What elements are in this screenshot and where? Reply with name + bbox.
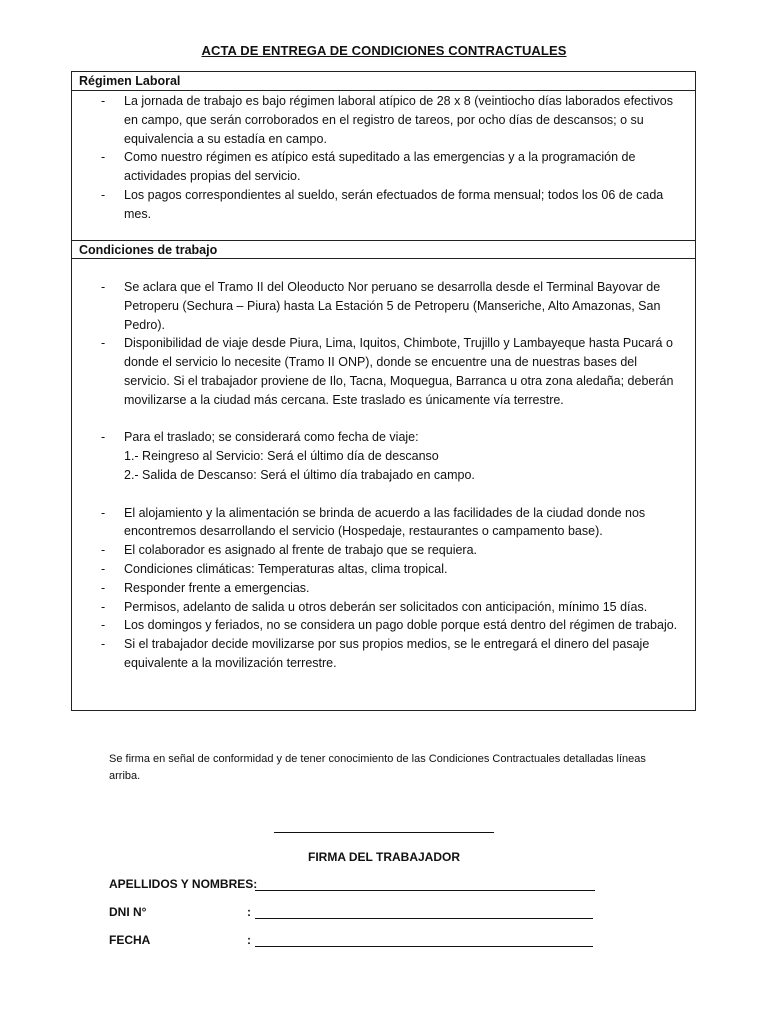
dni-field[interactable]: DNI N° : [109,905,599,921]
fecha-blank-line[interactable] [255,946,593,947]
dni-blank-line[interactable] [255,918,593,919]
fecha-label: FECHA [109,933,151,947]
signature-label: FIRMA DEL TRABAJADOR [308,850,460,864]
list-item: - Responder frente a emergencias. [101,580,310,595]
regimen-list [72,92,692,224]
names-label: APELLIDOS Y NOMBRES: [109,877,258,891]
section-heading-condiciones: Condiciones de trabajo [72,240,695,259]
conditions-table [71,71,696,711]
list-item: - Disponibilidad de viaje desde Piura, Lima, Iquitos, Chimbote, Trujillo y Lambayeque hasta Pucará o donde el servicio lo necesite (Tramo II ONP), donde se encuentre una de nuestras bases del servicio. Si el trabajador proviene de Ilo, Tacna, Moquegua, Barranca u otra zona aledaña; deberán movilizarse a la ciudad más cercana. Este traslado es únicamente vía terrestre. [101,336,674,407]
spacer [72,410,692,429]
names-field[interactable] [109,877,599,893]
list-item: - Los domingos y feriados, no se considera un pago doble porque está dentro del régimen de trabajo. [101,618,678,633]
fecha-field[interactable]: FECHA : [109,933,599,949]
list-item: - Se aclara que el Tramo II del Oleoducto Nor peruano se desarrolla desde el Terminal Bayovar de Petroperu (Sechura – Piura) hasta La Estación 5 de Petroperu (Manseriche, Alto Amazonas, San Pedro). [101,280,661,332]
list-item: - Para el traslado; se considerará como fecha de viaje: 1.- Reingreso al Servicio: Será el último día de descanso 2.- Salida de Descanso: Será el último día trabajado en campo. [72,428,692,484]
signature-note: Se firma en señal de conformidad y de tener conocimiento de las Condiciones Contractuales detalladas líneas arriba. [109,753,646,782]
list-item: - Si el trabajador decide movilizarse por sus propios medios, se le entregará el dinero del pasaje equivalente a la movilización terrestre. [101,637,650,670]
list-item: - La jornada de trabajo es bajo régimen laboral atípico de 28 x 8 (veintiocho días laborados efectivos en campo, que serán corroborados en el registro de tareos, por ocho días de descansos; o su equivalencia a su estadía en campo. [101,94,673,146]
traslado-sub-item: 1.- Reingreso al Servicio: Será el último día de descanso [124,449,439,464]
list-item: - Los pagos correspondientes al sueldo, serán efectuados de forma mensual; todos los 06 de cada mes. [101,187,664,221]
list-item: - Condiciones climáticas: Temperaturas altas, clima tropical. [101,561,448,576]
signature-line[interactable] [274,832,494,833]
document-title: ACTA DE ENTREGA DE CONDICIONES CONTRACTUALES [201,43,567,58]
list-item: - Como nuestro régimen es atípico está supeditado a las emergencias y a la programación de actividades propias del servicio. [101,150,636,184]
list-item: - El colaborador es asignado al frente de trabajo que se requiera. [101,543,478,558]
section-heading-regimen: Régimen Laboral [72,72,695,91]
list-item: - El alojamiento y la alimentación se brinda de acuerdo a las facilidades de la ciudad donde nos encontremos desarrollando el servicio (Hospedaje, restaurantes o campamento base). [101,505,646,539]
list-item: - Permisos, adelanto de salida u otros deberán ser solicitados con anticipación, mínimo 15 días. [101,599,648,614]
condiciones-list [72,278,692,673]
names-blank-line[interactable] [255,890,595,891]
traslado-sub-item: 2.- Salida de Descanso: Será el último día trabajado en campo. [124,467,475,482]
spacer [72,485,692,504]
dni-label: DNI N° [109,905,147,919]
